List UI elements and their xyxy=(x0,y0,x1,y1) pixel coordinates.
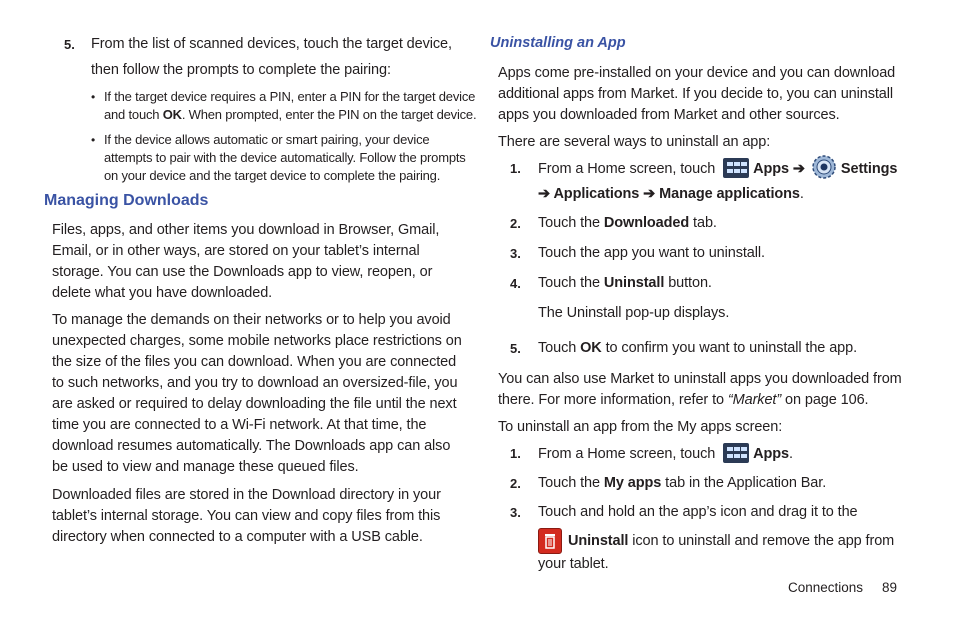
footer-section: Connections xyxy=(788,580,864,595)
step-text: Touch the Uninstall button. xyxy=(538,275,712,291)
paragraph: there. For more information, refer to “Market” on page 106. xyxy=(498,392,869,408)
page-number: 89 xyxy=(882,580,898,595)
step-number: 5. xyxy=(510,341,521,356)
paragraph: To manage the demands on their networks or to help you avoid unexpected charges, some mobile networks place restrictions on the size of the files you can download. When you are connected to such networks, and you try to download an oversized-file, you are asked or required to delay downloading the file until the next time you are connected to a Wi-Fi network. At that time, the download resumes automatically. The Downloads app can also be used to view and manage these queued files. xyxy=(52,312,462,475)
step-text: ➔ Applications ➔ Manage applications. xyxy=(538,186,804,202)
bullet-icon: • xyxy=(91,90,96,104)
paragraph: Files, apps, and other items you download in Browser, Gmail, Email, or in other ways, are stored on your tablet’s internal storage. You can use the Downloads app to view, reopen, or delete what you have downloaded. xyxy=(52,222,440,301)
trash-icon xyxy=(538,528,562,554)
bullet-text: If the device allows automatic or smart pairing, your device xyxy=(104,132,430,147)
step-number: 1. xyxy=(510,161,521,176)
step-note: The Uninstall pop-up displays. xyxy=(538,305,730,321)
step-number: 4. xyxy=(510,276,521,291)
step-text: Uninstall icon to uninstall and remove the app from xyxy=(538,528,894,554)
step-text: Touch OK to confirm you want to uninstall the app. xyxy=(538,340,858,356)
step-number: 2. xyxy=(510,476,521,491)
paragraph: Downloaded files are stored in the Download directory in your tablet’s internal storage. You can view and copy files from this directory when connected to a computer with a USB cable. xyxy=(52,487,441,545)
section-heading: Uninstalling an App xyxy=(490,35,626,51)
paragraph: You can also use Market to uninstall apps you downloaded from xyxy=(498,371,902,387)
paragraph: To uninstall an app from the My apps screen: xyxy=(498,419,783,435)
bullet-icon: • xyxy=(91,133,96,147)
bullet-text: and touch OK. When prompted, enter the PIN on the target device. xyxy=(104,107,477,122)
step-text: Touch and hold an the app’s icon and drag it to the xyxy=(538,504,858,520)
step-number: 2. xyxy=(510,216,521,231)
step-text: Touch the Downloaded tab. xyxy=(538,215,717,231)
paragraph: Apps come pre-installed on your device and you can download additional apps from Market. If you decide to, you can uninstall apps you downloaded from Market and other sources. xyxy=(498,65,896,123)
section-heading: Managing Downloads xyxy=(44,192,209,209)
step-text: From the list of scanned devices, touch the target device, xyxy=(91,36,452,52)
step-number: 5. xyxy=(64,37,75,52)
step-number: 3. xyxy=(510,246,521,261)
cross-reference-link[interactable]: “Market” xyxy=(727,392,782,408)
apps-grid-icon xyxy=(723,443,749,463)
step-text: then follow the prompts to complete the pairing: xyxy=(91,62,391,78)
step-text: your tablet. xyxy=(538,556,609,572)
step-number: 3. xyxy=(510,505,521,520)
step-text: Touch the My apps tab in the Application Bar. xyxy=(538,475,827,491)
paragraph: There are several ways to uninstall an app: xyxy=(498,134,771,150)
bullet-text: on your device and the target device to complete the pairing. xyxy=(104,168,441,183)
apps-grid-icon xyxy=(723,158,749,178)
step-number: 1. xyxy=(510,446,521,461)
step-text: From a Home screen, touch Apps. xyxy=(538,443,793,465)
step-text: Touch the app you want to uninstall. xyxy=(538,245,765,261)
settings-gear-icon xyxy=(811,154,837,180)
bullet-text: If the target device requires a PIN, enter a PIN for the target device xyxy=(104,89,476,104)
step-text: From a Home screen, touch Apps ➔ Settings xyxy=(538,158,897,180)
bullet-text: attempts to pair with the device automatically. Follow the prompts xyxy=(104,150,466,165)
